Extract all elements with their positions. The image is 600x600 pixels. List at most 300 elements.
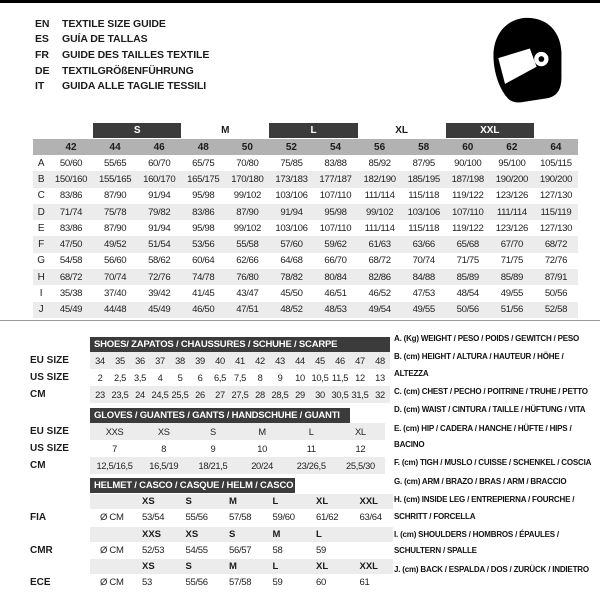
row-label: A (37, 157, 45, 169)
measurement-cell: 111/114 (364, 222, 395, 234)
measurement-cell: 48/52 (269, 302, 313, 318)
standard-label: ECE (30, 577, 51, 589)
row-label: C (37, 190, 45, 202)
table-row (30, 369, 395, 386)
row-cells (90, 352, 390, 369)
language-code: EN (35, 17, 50, 30)
size-cell: 28,5 (271, 389, 289, 400)
size-cell: 45 (315, 355, 325, 366)
size-header-cell: 48 (181, 139, 225, 155)
size-cell: 34 (95, 355, 105, 366)
size-header-cell: 54 (313, 139, 357, 155)
size-cell: 28 (255, 389, 265, 400)
table-row (33, 204, 578, 220)
unit-spacer (90, 527, 132, 542)
language-code: DE (35, 64, 50, 77)
size-header-corner (33, 139, 49, 155)
size-header-cell: 62 (490, 139, 534, 155)
measurement-cell: 47/51 (225, 302, 269, 318)
measurement-cell: 119/122 (452, 190, 484, 202)
measurement-cell: 90/100 (454, 157, 482, 169)
helmet-size-label: M (229, 561, 237, 572)
helmet-size-cell: 52/53 (142, 544, 165, 556)
measurement-cell: 60/70 (148, 157, 171, 169)
measurement-cell: 107/110 (446, 204, 490, 220)
measurement-cell: 87/95 (412, 157, 435, 169)
size-cell: XXS (105, 426, 124, 437)
size-group-row (33, 123, 578, 138)
measurement-cell: 47/50 (49, 236, 93, 252)
measurement-cell: 51/56 (490, 302, 534, 318)
measurement-cell: 87/90 (103, 222, 127, 234)
size-header-cell: 60 (446, 139, 490, 155)
measurement-cell: 46/50 (181, 302, 225, 318)
measurement-cell: 70/80 (236, 157, 259, 169)
measurement-cell: 50/56 (446, 302, 490, 318)
measurement-cell: 103/106 (402, 204, 446, 220)
helmet-size-label: XXL (359, 561, 378, 572)
measurement-cell: 165/175 (181, 171, 225, 187)
size-cell: L (308, 426, 314, 437)
size-header-cell: 44 (93, 139, 137, 155)
measurement-cell: 49/55 (500, 288, 523, 300)
top-border-line (0, 0, 600, 3)
language-code: ES (35, 33, 49, 46)
legend-item: F. (cm) TIGH / MUSLO / CUISSE / SCHENKEL / COSCIA (394, 458, 592, 468)
standard-label: CMR (30, 544, 53, 556)
measurement-cell: 50/60 (59, 157, 83, 169)
measurement-cell: 115/119 (534, 204, 578, 220)
size-cell: M (258, 426, 266, 437)
helmet-value-row-fia (30, 509, 400, 527)
measurement-cell: 91/94 (148, 222, 171, 234)
measurement-cell: 46/51 (324, 288, 347, 300)
row-label: US SIZE (30, 443, 69, 454)
measurement-cell: 58/62 (148, 255, 171, 267)
size-cell: 9 (210, 443, 216, 454)
measurement-cell: 95/98 (192, 222, 215, 234)
measurement-cell: 123/126 (495, 190, 528, 202)
size-group-l: L (269, 123, 357, 138)
helmet-size-cell: 59/60 (272, 512, 295, 524)
legend-item: H. (cm) INSIDE LEG / ENTREPIERNA / FOURCHE / SCHRITT / FORCELLA (394, 495, 575, 521)
measurement-cell: 107/110 (319, 222, 352, 234)
measurement-cell: 111/114 (490, 204, 534, 220)
helmet-size-label: L (272, 496, 279, 507)
row-cells (90, 440, 385, 457)
row-cells (90, 423, 385, 440)
measurement-cell: 91/94 (269, 204, 313, 220)
legend-item: A. (Kg) WEIGHT / PESO / POIDS / GEWITCH / PESO (394, 334, 580, 343)
size-cell: 5 (177, 372, 183, 383)
size-cell: 2 (97, 372, 103, 383)
helmet-size-cell: 54/55 (185, 544, 208, 556)
measurement-cell: 70/74 (93, 269, 137, 285)
size-cell: 25,5/30 (345, 460, 375, 471)
measurement-cell: 37/40 (103, 288, 127, 300)
row-label: EU SIZE (30, 426, 69, 437)
measurement-cell: 83/88 (324, 157, 347, 169)
measurement-cell: 63/66 (402, 236, 446, 252)
measurement-cell: 71/75 (456, 255, 479, 267)
measurement-cell: 52/58 (534, 302, 578, 318)
measurement-cell: 68/72 (49, 269, 93, 285)
row-label: CM (30, 460, 46, 471)
measurement-cell: 70/74 (412, 255, 435, 267)
helmet-size-label: XXL (359, 496, 378, 507)
measurement-cell: 91/94 (148, 190, 171, 202)
measurement-cell: 87/90 (225, 204, 269, 220)
size-cell: 24,5 (151, 389, 169, 400)
unit-spacer (90, 494, 132, 509)
measurement-cell: 103/106 (275, 222, 308, 234)
guide-title: GUÍA DE TALLAS (62, 33, 148, 46)
size-cell: 11,5 (331, 372, 349, 383)
size-cell: XS (157, 426, 170, 437)
helmet-size-label: XXS (142, 528, 162, 540)
size-cell: 39 (195, 355, 205, 366)
size-cell: 37 (155, 355, 165, 366)
helmet-size-label: XS (142, 561, 155, 572)
size-cell: S (209, 426, 216, 437)
measurement-cell: 182/190 (358, 171, 402, 187)
size-cell: 2,5 (113, 372, 127, 383)
measurement-cell: 95/98 (313, 204, 357, 220)
table-row (33, 171, 578, 187)
size-header-cell: 46 (137, 139, 181, 155)
size-cell: 27 (215, 389, 225, 400)
size-cell: 23,5 (111, 389, 129, 400)
measurement-cell: 107/110 (319, 190, 352, 202)
size-cell: 12 (355, 372, 365, 383)
measurement-cell: 85/89 (490, 269, 534, 285)
measurement-cell: 99/102 (233, 190, 261, 202)
measurement-cell: 79/82 (137, 204, 181, 220)
size-group-s: S (93, 123, 181, 138)
size-group-xxl: XXL (446, 123, 534, 138)
helmet-size-table (30, 478, 400, 592)
size-cell: 20/24 (251, 460, 273, 471)
size-cell: 25,5 (171, 389, 189, 400)
guide-title: TEXTILGRÖßENFÜHRUNG (62, 64, 194, 77)
row-cells (90, 542, 393, 560)
legend-item: E. (cm) HIP / CADERA / HANCHE / HÜFTE / HIPS / BACINO (394, 423, 572, 450)
helmet-size-label: L (272, 561, 279, 572)
measurement-cell: 39/42 (148, 288, 171, 300)
size-cell: 40 (215, 355, 225, 366)
measurement-cell: 47/53 (412, 288, 435, 300)
measurement-cell: 95/100 (498, 157, 526, 169)
measurement-cell: 115/118 (408, 222, 440, 234)
row-label: I (39, 288, 43, 300)
helmet-size-label: M (229, 496, 237, 507)
measurement-cell: 56/60 (103, 255, 127, 267)
textile-size-table (33, 123, 578, 318)
measurement-cell: 68/72 (368, 255, 391, 267)
size-cell: 30,5 (331, 389, 349, 400)
size-cell: 13 (375, 372, 385, 383)
measurement-cell: 105/115 (540, 157, 572, 169)
helmet-size-row-cmr (90, 527, 393, 542)
helmet-value-row-ece (30, 574, 400, 592)
size-cell: 7 (112, 443, 118, 454)
helmet-size-cell: 61/62 (316, 512, 339, 524)
size-cell: 18/21,5 (198, 460, 228, 471)
size-header-cell: 58 (402, 139, 446, 155)
row-label: US SIZE (30, 372, 69, 383)
measurement-cell: 83/86 (181, 204, 225, 220)
measurement-cell: 71/75 (500, 255, 523, 267)
group-spacer (33, 123, 93, 138)
table-row (33, 236, 578, 252)
measurement-cell: 65/75 (192, 157, 215, 169)
size-cell: 8 (161, 443, 167, 454)
measurement-cell: 127/130 (539, 222, 573, 234)
language-row (35, 63, 209, 79)
row-cells (90, 509, 393, 527)
measurement-cell: 99/102 (358, 204, 402, 220)
helmet-size-cell: 61 (359, 577, 370, 589)
measurement-cell: 68/72 (534, 236, 578, 252)
measurement-cell: 84/88 (402, 269, 446, 285)
group-spacer-end (534, 123, 578, 138)
size-cell: 11 (306, 443, 316, 454)
measurement-cell: 177/187 (313, 171, 357, 187)
measurement-cell: 127/130 (539, 190, 573, 202)
measurement-cell: 53/56 (181, 236, 225, 252)
measurement-cell: 78/82 (269, 269, 313, 285)
measurement-cell: 74/78 (181, 269, 225, 285)
measurement-cell: 45/49 (137, 302, 181, 318)
size-cell: 32 (375, 389, 385, 400)
measurement-cell: 35/38 (59, 288, 83, 300)
size-header-cell: 56 (358, 139, 402, 155)
measurement-cell: 57/60 (269, 236, 313, 252)
helmet-table-title: HELMET / CASCO / CASQUE / HELM / CASCO (90, 478, 295, 493)
table-row (30, 386, 395, 403)
size-cell: 6 (197, 372, 203, 383)
section-divider-line (0, 320, 600, 321)
measurement-cell: 51/54 (137, 236, 181, 252)
helmet-size-label: XS (185, 528, 199, 540)
legend-item: B. (cm) HEIGHT / ALTURA / HAUTEUR / HÖHE / ALTEZZA (394, 352, 564, 378)
measurement-cell: 119/122 (452, 222, 484, 234)
table-row (33, 302, 578, 318)
row-label: J (33, 302, 49, 318)
measurement-cell: 190/200 (490, 171, 534, 187)
measurement-cell: 82/86 (358, 269, 402, 285)
language-title-block (35, 16, 209, 94)
measurement-cell: 72/76 (137, 269, 181, 285)
measurement-cell: 64/68 (280, 255, 303, 267)
helmet-size-label: XL (316, 561, 329, 572)
size-cell: 23 (95, 389, 105, 400)
size-header-cell: 52 (269, 139, 313, 155)
guide-title: GUIDE DES TAILLES TEXTILE (62, 48, 210, 61)
helmet-size-cell: 56/57 (229, 544, 252, 556)
unit-label: Ø CM (100, 544, 124, 556)
size-cell: 8 (257, 372, 263, 383)
measurement-cell: 173/183 (269, 171, 313, 187)
size-cell: 27,5 (231, 389, 249, 400)
row-cells (90, 369, 390, 386)
size-cell: 29 (295, 389, 305, 400)
table-row (33, 269, 578, 285)
helmet-size-label: XL (316, 496, 329, 507)
measurement-cell: 95/98 (192, 190, 215, 202)
table-row (30, 352, 395, 369)
measurement-cell: 66/70 (324, 255, 347, 267)
helmet-size-row-ece (90, 559, 393, 574)
helmet-size-label: XS (142, 496, 155, 507)
helmet-size-cell: 57/58 (229, 577, 252, 589)
measurement-cell: 59/62 (313, 236, 357, 252)
size-cell: 12,5/16,5 (96, 460, 133, 471)
row-cells (90, 457, 385, 474)
helmet-size-cell: 60 (316, 577, 326, 589)
helmet-size-cell: 63/64 (359, 512, 382, 524)
measurement-cell: 87/90 (103, 190, 127, 202)
measurement-cell: 115/118 (408, 190, 440, 202)
helmet-size-cell: 55/56 (185, 577, 208, 589)
measurement-cell: 187/198 (446, 171, 490, 187)
measurement-cell: 76/80 (225, 269, 269, 285)
shoes-size-table (30, 337, 395, 403)
measurement-cell: 150/160 (49, 171, 93, 187)
language-code: IT (35, 80, 45, 93)
helmet-size-cell: 57/58 (229, 512, 252, 524)
size-header-cell: 64 (534, 139, 578, 155)
helmet-size-cell: 53/54 (142, 512, 165, 524)
standard-label: FIA (30, 512, 47, 524)
size-cell: 48 (375, 355, 385, 366)
size-cell: 7,5 (233, 372, 247, 383)
helmet-size-cell: 59 (272, 577, 283, 589)
measurement-cell: 99/102 (233, 222, 261, 234)
guide-title: GUIDA ALLE TAGLIE TESSILI (62, 80, 207, 93)
language-row (35, 32, 209, 48)
language-row (35, 47, 209, 63)
unit-spacer (90, 559, 132, 574)
gloves-table-title: GLOVES / GUANTES / GANTS / HANDSCHUHE / GUANTI (90, 408, 350, 423)
language-row (35, 78, 209, 94)
table-row (30, 423, 395, 440)
measurement-cell: 60/64 (192, 255, 215, 267)
measurement-cell: 71/74 (49, 204, 93, 220)
measurement-cell: 67/70 (490, 236, 534, 252)
helmet-size-cell: 58 (272, 544, 283, 556)
row-label: CM (30, 389, 46, 400)
size-cell: 30 (315, 389, 325, 400)
measurement-cell: 48/54 (456, 288, 479, 300)
table-row (33, 285, 578, 301)
size-cell: 23/26,5 (296, 460, 326, 471)
helmet-size-cell: 59 (316, 544, 326, 556)
size-cell: 38 (175, 355, 185, 366)
measurement-cell: 185/195 (402, 171, 446, 187)
measurement-cell: 48/53 (313, 302, 357, 318)
size-header-row (33, 139, 578, 155)
measurement-cell: 49/55 (402, 302, 446, 318)
row-label: G (37, 255, 45, 267)
row-cells (90, 574, 393, 592)
size-cell: 46 (335, 355, 345, 366)
helmet-size-row-fia (90, 494, 393, 509)
measurement-cell: 123/126 (495, 222, 528, 234)
row-label: D (33, 204, 49, 220)
size-cell: 31,5 (351, 389, 369, 400)
row-label: H (33, 269, 49, 285)
helmet-size-label: S (229, 528, 236, 540)
helmet-size-label: S (185, 561, 192, 572)
size-cell: 26 (195, 389, 205, 400)
shoes-table-title: SHOES/ ZAPATOS / CHAUSSURES / SCHUHE / SCARPE (90, 337, 390, 352)
size-cell: XL (355, 426, 366, 437)
size-cell: 24 (135, 389, 145, 400)
measurement-cell: 103/106 (275, 190, 308, 202)
measurement-cell: 75/78 (93, 204, 137, 220)
table-row (33, 188, 578, 204)
legend-item: I. (cm) SHOULDERS / HOMBROS / ÉPAULES / SCHULTERN / SPALLE (394, 529, 559, 556)
measurement-cell: 43/47 (236, 288, 259, 300)
measurement-cell: 111/114 (364, 190, 395, 202)
measurement-cell: 46/52 (368, 288, 391, 300)
measurement-cell: 85/89 (446, 269, 490, 285)
racing-helmet-icon (486, 16, 568, 104)
measurement-cell: 80/84 (313, 269, 357, 285)
measurement-legend (394, 331, 598, 580)
size-cell: 44 (295, 355, 305, 366)
language-row (35, 16, 209, 32)
unit-label: Ø CM (100, 577, 124, 589)
guide-title: TEXTILE SIZE GUIDE (62, 17, 166, 30)
measurement-cell: 160/170 (137, 171, 181, 187)
size-cell: 35 (115, 355, 125, 366)
measurement-cell: 75/85 (280, 157, 303, 169)
row-label: EU SIZE (30, 355, 69, 366)
measurement-cell: 45/50 (280, 288, 303, 300)
legend-item: C. (cm) CHEST / PECHO / POITRINE / TRUHE / PETTO (394, 387, 588, 397)
language-code: FR (35, 48, 49, 61)
measurement-cell: 155/165 (93, 171, 137, 187)
helmet-size-label: L (316, 528, 322, 540)
measurement-cell: 87/91 (534, 269, 578, 285)
legend-item: D. (cm) WAIST / CINTURA / TAILLE / HÜFTUNG / VITA (394, 405, 586, 415)
table-row (33, 253, 578, 269)
measurement-cell: 85/92 (368, 157, 391, 169)
measurement-cell: 72/76 (544, 255, 568, 267)
measurement-cell: 83/86 (59, 190, 83, 202)
helmet-size-cell: 53 (142, 577, 152, 589)
table-row (33, 155, 578, 171)
helmet-size-label: M (272, 528, 281, 540)
size-cell: 36 (135, 355, 145, 366)
row-label: E (37, 222, 45, 234)
row-cells (90, 386, 390, 403)
unit-label: Ø CM (100, 512, 124, 524)
size-header-cell: 50 (225, 139, 269, 155)
size-cell: 6,5 (213, 372, 227, 383)
size-group-xl: XL (395, 125, 409, 136)
measurement-cell: 54/58 (59, 255, 83, 267)
gloves-size-table (30, 408, 395, 474)
measurement-cell: 65/68 (446, 236, 490, 252)
table-row (30, 457, 395, 474)
row-label: F (33, 236, 49, 252)
measurement-cell: 55/58 (225, 236, 269, 252)
measurement-cell: 170/180 (225, 171, 269, 187)
helmet-size-label: S (185, 496, 192, 507)
